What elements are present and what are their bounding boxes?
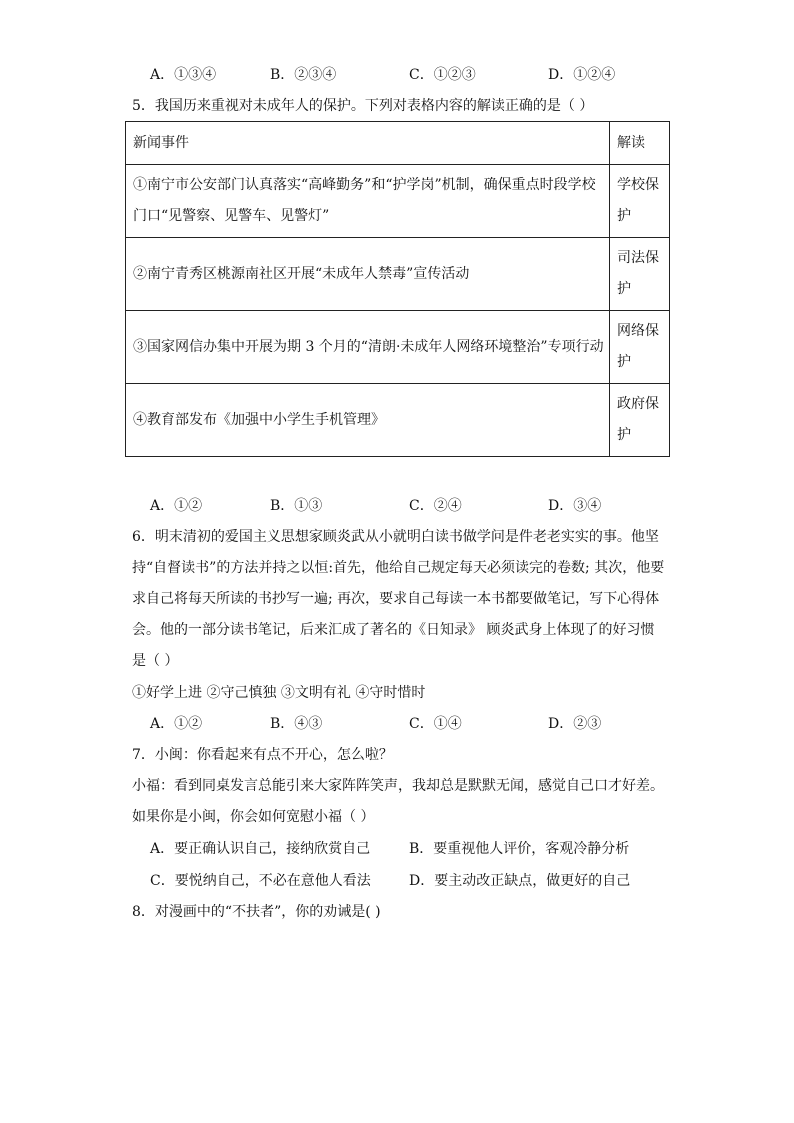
q6-line-1: 6．明末清初的爱国主义思想家顾炎武从小就明白读书做学问是件老老实实的事。他坚 [132, 529, 659, 545]
q7-options-row-2 [0, 870, 794, 892]
q6-line-4: 会。他的一部分读书笔记，后来汇成了著名的《日知录》 顾炎武身上体现了的好习惯 [132, 622, 655, 638]
q8-stem: 8．对漫画中的“不扶者”，你的劝诫是( ) [132, 904, 381, 920]
q5-option-d: D．③④ [548, 498, 602, 514]
q5-option-c: C．②④ [409, 498, 462, 514]
q5-options [0, 495, 794, 517]
q7-line-3: 如果你是小闽，你会如何宽慰小福（ ） [132, 809, 375, 825]
table-row [126, 311, 670, 384]
q4-option-b: B．②③④ [270, 67, 337, 83]
header-news-event: 新闻事件 [126, 122, 610, 165]
q7-line-1: 7．小闽：你看起来有点不开心，怎么啦？ [132, 747, 393, 763]
q7-line-2: 小福：看到同桌发言总能引来大家阵阵笑声，我却总是默默无闻，感觉自己口才好差。 [132, 778, 664, 794]
q4-options [0, 64, 794, 86]
q6-line-2: 持“自督读书”的方法并持之以恒:首先，他给自己规定每天必须读完的卷数; 其次，他要 [132, 560, 665, 576]
q4-option-c: C．①②③ [409, 67, 476, 83]
event-4: ④教育部发布《加强中小学生手机管理》 [133, 411, 385, 428]
q6-line-3: 求自己将每天所读的书抄写一遍; 再次，要求自己每读一本书都要做笔记，写下心得体 [132, 591, 660, 607]
q4-option-d: D．①②④ [548, 67, 616, 83]
header-interpretation: 解读 [610, 122, 670, 165]
event-2: ②南宁青秀区桃源南社区开展“未成年人禁毒”宣传活动 [133, 265, 470, 282]
q5-option-a: A．①② [150, 498, 203, 514]
q6-options [0, 713, 794, 735]
event-3: ③国家网信办集中开展为期 3 个月的“清朗·未成年人网络环境整治”专项行动 [133, 338, 604, 355]
interp-2: 司法保护 [617, 250, 659, 297]
table-row [126, 165, 670, 238]
interp-1: 学校保护 [617, 177, 659, 224]
q6-choices: ①好学上进 ②守己慎独 ③文明有礼 ④守时惜时 [132, 685, 426, 701]
q7-option-c: C．要悦纳自己，不必在意他人看法 [150, 873, 371, 889]
interp-4: 政府保护 [617, 396, 659, 443]
q5-news-table [125, 121, 670, 457]
table-row [126, 384, 670, 457]
q7-options-row-1 [0, 838, 794, 860]
q5-option-b: B．①③ [270, 498, 323, 514]
q4-option-a: A．①③④ [150, 67, 217, 83]
q6-option-b: B．④③ [270, 716, 323, 732]
q6-option-a: A．①② [150, 716, 203, 732]
interp-3: 网络保护 [617, 323, 659, 370]
q7-option-b: B．要重视他人评价，客观冷静分析 [409, 841, 630, 857]
q7-option-d: D．要主动改正缺点，做更好的自己 [409, 873, 631, 889]
q6-option-c: C．①④ [409, 716, 462, 732]
q6-line-5: 是（ ） [132, 653, 179, 669]
q6-option-d: D．②③ [548, 716, 602, 732]
table-header-row [126, 122, 670, 165]
q7-option-a: A．要正确认识自己，接纳欣赏自己 [150, 841, 371, 857]
q5-stem: 5．我国历来重视对未成年人的保护。下列对表格内容的解读正确的是（ ） [132, 98, 594, 114]
table-row [126, 238, 670, 311]
event-1: ①南宁市公安部门认真落实“高峰勤务”和“护学岗”机制，确保重点时段学校门口“见警察、见警车、见警灯” [133, 177, 596, 224]
